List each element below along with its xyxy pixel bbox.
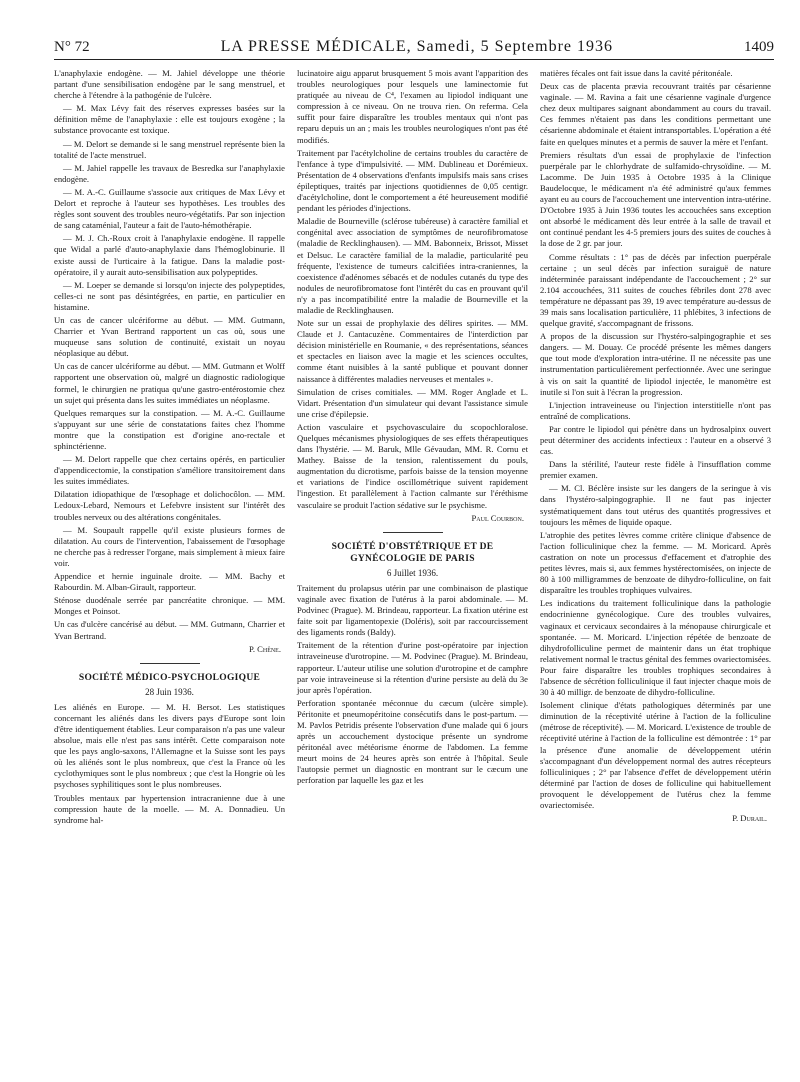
paragraph: Les aliénés en Europe. — M. H. Bersot. Les statistiques concernant les aliénés dans les divers pays d'Europe sont loin d'être identiquement établies. Leur comparaison n'a pas une valeur absolue, mais elle n'est pas sans intérêt. Cette comparaison note que les pays anglo-saxons, l'Allemagne et la Suisse sont les pays où les aliénés sont le plus nombreux, que c'est la France où les cyclothymiques sont le plus nombreux ; que c'est la Hongrie où les psychoses syphilitiques sont le plus nombreuses. <box>54 701 285 790</box>
paragraph: Un cas de cancer ulcériforme au début. — MM. Gutmann et Wolff rapportent une observation où, malgré un diagnostic radiologique formel, le chirurgien ne pratiqua qu'une gastro-entérostomie chez un sujet qui présenta dans les suites immédiates un néoplasme. <box>54 361 285 405</box>
paragraph: — M. A.-C. Guillaume s'associe aux critiques de Max Lévy et Delort et reproche à l'auteur ses hypothèses. Les troubles des règles sont souvent des troubles neuro-végétatifs. Par son injection de sang cataménial, l'auteur a fait de l'auto-hémothérapie. <box>54 186 285 231</box>
signature: P. Chêne. <box>249 643 281 654</box>
page-number: 1409 <box>744 39 774 55</box>
paragraph: A propos de la discussion sur l'hystéro-salpingographie et ses dangers. — M. Douay. Ce procédé présente les mêmes dangers que tout mode d'exploration intra-utérine. Il ne nécessite pas une instrumentation particulièrement perfectionnée. Avec une seringue à vis on sait la quantité de lipiodol injectée, le manomètre est inutile si l'on suit à l'écran la progression. <box>540 331 771 397</box>
paragraph: Maladie de Bourneville (sclérose tubéreuse) à caractère familial et congénital avec association de symptômes de neurofibromatose (maladie de Recklinghausen). — MM. Babonneix, Brissot, Misset et Delsuc. Le caractère familial de la maladie, particularité peu fréquente, l'existence de tumeurs calcifiées intra-craniennes, la coexistence d'adénomes sébacés et de nodules cutanés du type des nodules de neurofibromatose font l'intérêt du cas en prouvant qu'il n'y a pas incompatibilité entre la maladie de Bourneville et la maladie de Recklinghausen. <box>297 216 528 315</box>
paragraph: Traitement de la rétention d'urine post-opératoire par injection intraveineuse d'urotropine. — M. Podvinec (Prague). M. Brindeau, rapporteur. L'auteur utilise une solution d'urotropine et de camphre par voie intraveineuse si la rétention d'urine persiste au delà du 3e jour après l'opération. <box>297 640 528 695</box>
paragraph: Action vasculaire et psychovasculaire du scopochloralose. Quelques mécanismes physiologiques de ses effets thérapeutiques dans l'hystérie. — M. Baruk, Mlle Gévaudan, MM. R. Cornu et Mathey. Baisse de la tension, ralentissement du pouls, augmentation du dicrotisme, parfois baisse de la tension moyenne et variations de l'indice oscillométrique suivent rapidement l'ingestion. Et parallèlement à l'action calmante sur l'éréthisme vasculaire se produit l'action sédative sur le psychisme. <box>297 421 528 510</box>
paragraph: Par contre le lipiodol qui pénètre dans un hydrosalpinx ouvert peut déterminer des accidents infectieux : l'auteur en a observé 3 cas. <box>540 423 771 457</box>
paragraph: — M. Soupault rappelle qu'il existe plusieurs formes de dilatation. Au cours de l'intervention, l'abaissement de l'œsophage ne cherche pas à redresser l'organe, mais simplement à mieux faire voir. <box>54 524 285 568</box>
paragraph: Premiers résultats d'un essai de prophylaxie de l'infection puerpérale par le chlorhydrate de sulfamido-chrysoïdine. — M. Lacomme. De Juin 1935 à Octobre 1935 à la Clinique Baudelocque, le médicament n'a été administré qu'aux femmes ayant eu au cours de l'accouchement une intervention intra-utérine. D'Octobre 1935 à Juin 1936 toutes les accouchées sans exception ont absorbé le médicament dès leur entrée à la salle de travail et ont continué pendant les 4-5 premiers jours des suites de couches à la dose de 2 gr. par jour. <box>540 149 771 249</box>
paragraph: Quelques remarques sur la constipation. — M. A.-C. Guillaume s'appuyant sur une série de constatations faites chez l'homme montre que la constipation est d'origine ano-rectale et sphinctérienne. <box>54 407 285 451</box>
journal-title: LA PRESSE MÉDICALE, Samedi, 5 Septembre 1936 <box>220 38 614 55</box>
divider <box>140 663 200 664</box>
text-columns <box>54 68 774 832</box>
issue-number: N° 72 <box>54 39 90 55</box>
paragraph: matières fécales ont fait issue dans la cavité péritonéale. <box>540 68 733 78</box>
paragraph: Dans la stérilité, l'auteur reste fidèle à l'insufflation comme premier examen. <box>540 459 771 481</box>
paragraph: — M. J. Ch.-Roux croit à l'anaphylaxie endogène. Il rappelle que Widal a parlé d'auto-anaphylaxie dans l'hémoglobinurie. Il existe aussi de l'urticaire à la fatigue. Dans la maladie post-opératoire, il y aurait auto-sensibilisation aux polypeptides. <box>54 233 285 277</box>
paragraph: lucinatoire aigu apparut brusquement 5 mois avant l'apparition des troubles neurologiques pour lesquels une laminectomie fut pratiquée au niveau de C⁴, l'examen au lipiodol indiquant une compression à ce niveau. On ne trouva rien. On referma. Cela suffit pour faire disparaître les troubles mentaux qui n'ont pas reparu depuis un an ; mais les troubles neurologiques n'ont pas été modifiés. <box>297 68 528 145</box>
paragraph: Appendice et hernie inguinale droite. — MM. Bachy et Rabourdin. M. Alban-Girault, rapporteur. <box>54 571 285 593</box>
paragraph: Dilatation idiopathique de l'œsophage et dolichocôlon. — MM. Ledoux-Lebard, Nemours et Lefebvre insistent sur l'intérêt des troubles nerveux ou des altérations congénitales. <box>54 489 285 522</box>
paragraph: Isolement clinique d'états pathologiques déterminés par une diminution de la réceptivité utérine à l'action de la folliculine (métrose de réceptivité). — M. Moricard. L'existence de trouble de réceptivité utérine à l'action de la folliculine est démontrée : 1° par la présence d'une anomalie de développement utérin s'accompagnant d'un développement normal des autres récepteurs folliculiniques ; 2° par l'absence d'effet de développement utérin déterminé par l'action de doses de folliculine qui habituellement provoquent le développement de l'utérus chez la femme ovariectomisée. <box>540 700 771 810</box>
section-date: 6 Juillet 1936. <box>386 567 439 578</box>
page-header <box>54 38 774 60</box>
paragraph: — M. Cl. Béclère insiste sur les dangers de la seringue à vis dans l'hystéro-salpingographie. Il ne faut pas injecter systématiquement dans tout utérus des quantités progressives et toujours les mêmes de liquide opaque. <box>540 483 771 527</box>
paragraph: Les indications du traitement folliculinique dans la pathologie endocrinienne gynécologique. Cure des troubles vulvaires, vaginaux et cervicaux secondaires à la ménopause chirurgicale et spontanée. — M. Moricard. L'injection répétée de benzoate de dihydrofolliculine permet de maintenir dans un état trophique relativement normal le tractus génital des femmes ovariectomisées. Pour faire disparaître les troubles trophiques secondaires à l'absence de sécrétion folliculinique il faut injecter chaque mois de 30 à 40 milligr. de benzoate de dihydro-folliculine. <box>540 598 771 698</box>
paragraph: — M. Loeper se demande si lorsqu'on injecte des polypeptides, celles-ci ne sont pas désintégrées, en partie, en particulier en histamine. <box>54 279 285 312</box>
section-date: 28 Juin 1936. <box>145 686 194 697</box>
paragraph: Un cas de cancer ulcériforme au début. — MM. Gutmann, Charrier et Yvan Bertrand rapportent un cas où, sous une muqueuse sans solution de continuité, existait un noyau néoplasique au début. <box>54 314 285 359</box>
paragraph: Sténose duodénale serrée par pancréatite chronique. — MM. Monges et Poinsot. <box>54 595 285 617</box>
section-heading: SOCIÉTÉ MÉDICO-PSYCHOLOGIQUE <box>78 672 261 683</box>
paragraph: L'atrophie des petites lèvres comme critère clinique d'absence de l'action folliculinique chez la femme. — M. Moricard. Après castration on note un processus d'effacement et d'atrophie des petites lèvres, mais si, aux femmes hystérectomisées, on injecte de 80 à 100 milligrammes de benzoate de dihydro-folliculine, on fait disparaître les troubles trophiques vulvaires. <box>540 529 771 596</box>
column-2 <box>297 68 528 832</box>
paragraph: Un cas d'ulcère cancérisé au début. — MM. Gutmann, Charrier et Yvan Bertrand. <box>54 619 285 641</box>
paragraph: Deux cas de placenta prævia recouvrant traités par césarienne vaginale. — M. Ravina a fait une césarienne vaginale d'urgence chez deux multipares saignant abondamment au cours du travail. Ces femmes n'étaient pas dans les conditions permettant une césarienne abdominale et étaient intransportables. L'opération a été faite en quelques minutes et a permis de sauver la mère et l'enfant. <box>540 81 771 147</box>
paragraph: — M. Delort se demande si le sang menstruel représente bien la totalité de l'acte menstruel. <box>54 138 285 160</box>
column-3 <box>540 68 771 832</box>
paragraph: — M. Jahiel rappelle les travaux de Besredka sur l'anaphylaxie endogène. <box>54 162 285 184</box>
paragraph: Traitement par l'acétylcholine de certains troubles du caractère de l'enfance à type d'impulsivité. — MM. Dublineau et Dorémieux. Présentation de 4 observations d'enfants impulsifs mais sans crises épileptiques, traités par injections quotidiennes de 0,05 centigr. d'acétylcholine, dont le comportement a été heureusement modifié pendant les périodes d'injections. <box>297 147 528 214</box>
section-heading: SOCIÉTÉ D'OBSTÉTRIQUE ET DE GYNÉCOLOGIE DE PARIS <box>331 541 494 564</box>
signature: Paul Courbon. <box>471 512 524 523</box>
paragraph: Perforation spontanée méconnue du cæcum (ulcère simple). Péritonite et pneumopéritoine consécutifs dans le post-partum. — M. Pavlos Petridis présente l'observation d'une malade qui 6 jours après un accouchement dystocique présente un syndrome péritonéal avec météorisme énorme de l'abdomen. La femme meurt moins de 24 heures après son entrée à l'hôpital. Seule l'autopsie permet un diagnostic en montrant sur le cæcum une perforation par laquelle les gaz et les <box>297 697 528 786</box>
paragraph: Troubles mentaux par hypertension intracranienne due à une compression haute de la moelle. — M. A. Donnadieu. Un syndrome hal- <box>54 792 285 825</box>
signature: P. Durail. <box>732 813 767 824</box>
paragraph: Simulation de crises comitiales. — MM. Roger Anglade et L. Vidart. Présentation d'un simulateur qui devant l'assistance simule une crise d'épilepsie. <box>297 386 528 419</box>
paragraph: Note sur un essai de prophylaxie des délires spirites. — MM. Claude et J. Cantacuzène. Commentaires de l'interdiction par décision ministérielle en Roumanie, « des représentations, séances et spectacles en liaison avec la magie et les sciences occultes, comme étant nuisibles à la santé publique et pouvant donner naissance à différentes maladies nerveuses et mentales ». <box>297 318 528 384</box>
paragraph: Traitement du prolapsus utérin par une combinaison de plastique vaginale avec fixation de l'utérus à la paroi abdominale. — M. Podvinec (Prague). M. Brindeau, rapporteur. La fixation utérine est faite soit par ligamentopexie (Doléris), soit par raccourcissement des ligaments ronds (Baldy). <box>297 582 529 638</box>
paragraph: L'injection intraveineuse ou l'injection interstitielle n'ont pas entraîné de complications. <box>540 399 771 421</box>
column-1 <box>54 68 285 832</box>
paragraph: L'anaphylaxie endogène. — M. Jahiel développe une théorie partant d'une sensibilisation endogène par le sang menstruel, et cherche à l'étendre à la pathogénie de l'ulcère. <box>54 68 285 101</box>
divider <box>383 532 443 533</box>
paragraph: Comme résultats : 1° pas de décès par infection puerpérale certaine ; un seul décès par infection suraiguë de nature indéterminée paraissant indépendante de l'accouchement ; 2° sur 2.104 accouchées, 311 suites de couches fébriles dont 278 avec température ne dépassant pas 39, 19 avec température au-dessus de 39 mais sans localisation particulière, 11 phlébites, 3 infections de quelque gravité, s'accompagnant de frissons. <box>540 251 771 329</box>
paragraph: — M. Delort rappelle que chez certains opérés, en particulier d'appendicectomie, la constipation s'améliore transitoirement dans les suites immédiates. <box>54 454 285 487</box>
paragraph: — M. Max Lévy fait des réserves expresses basées sur la définition même de l'anaphylaxie : elle est toujours exogène ; la substance provocante est toxique. <box>54 103 285 136</box>
